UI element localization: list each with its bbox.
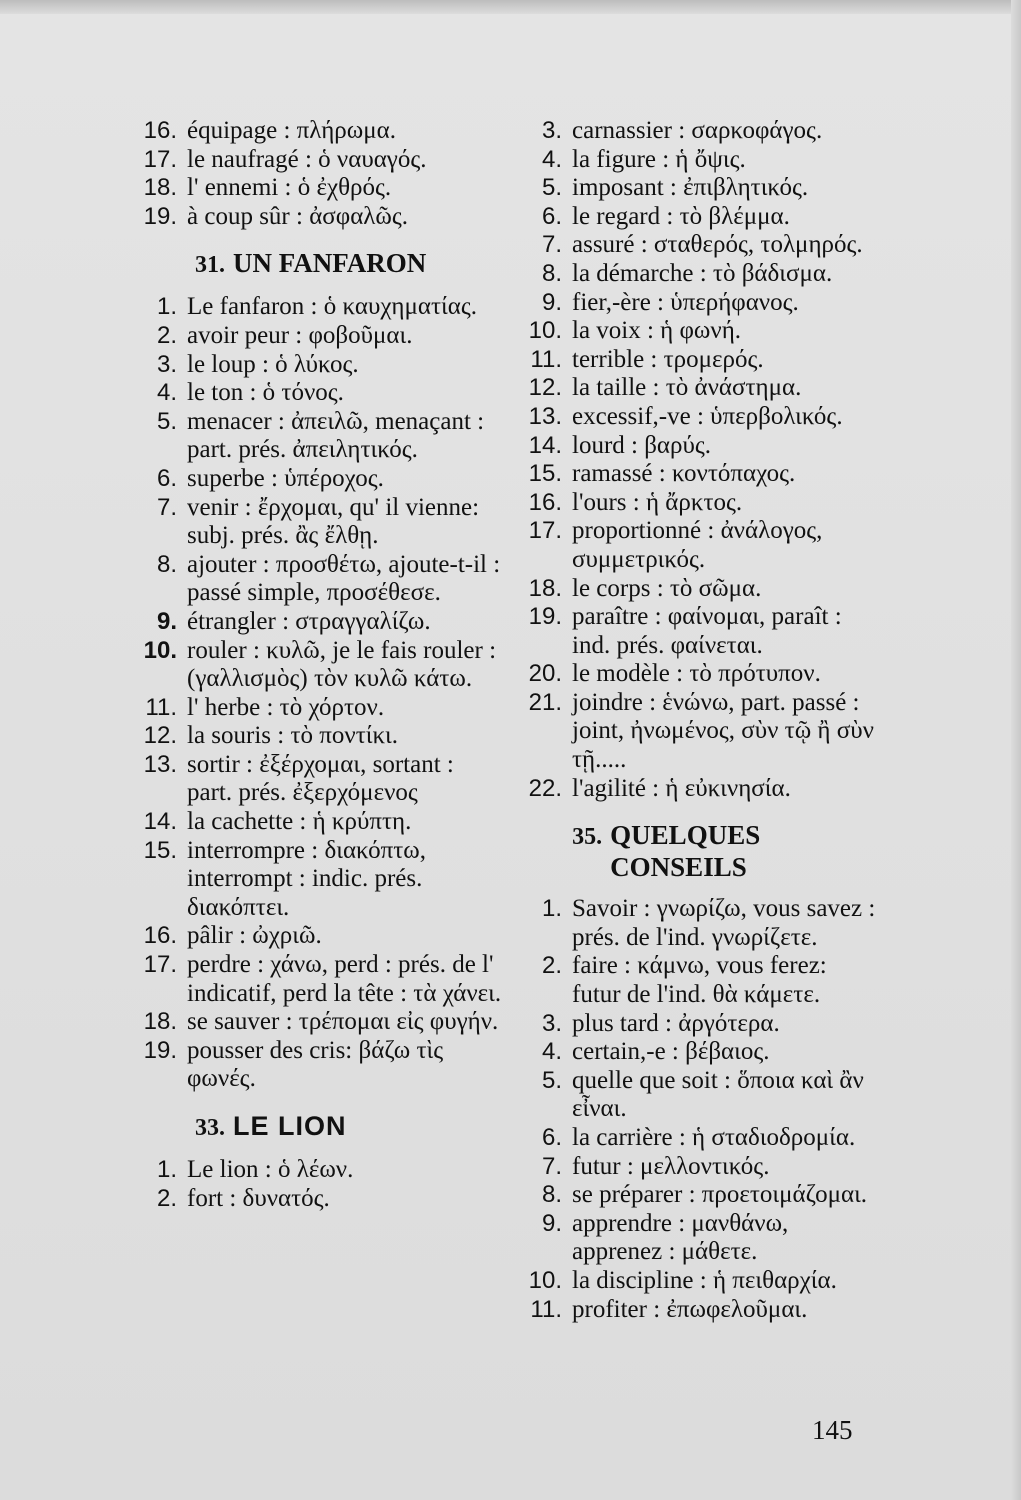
vocab-entry [135,465,503,494]
section-heading [135,247,503,281]
entry-number: 1. [156,293,177,321]
entry-text: la démarche : τὸ βάδισμα. [572,259,833,287]
vocab-entry [520,1067,878,1124]
entry-number: 15. [528,460,562,488]
entry-number: 2. [156,1184,177,1212]
entry-text: ramassé : κοντόπαχος. [572,460,796,488]
vocab-entry [520,460,878,489]
vocab-entry [520,1210,878,1267]
vocab-entry [135,722,503,751]
entry-text: fier,-ère : ὑπερήφανος. [572,288,799,316]
vocab-entry [135,146,503,175]
entry-text: la souris : τὸ ποντίκι. [187,722,399,750]
entry-text: étrangler : στραγγαλίζω. [187,607,431,635]
entry-text: se sauver : τρέπομαι εἰς φυγήν. [187,1008,499,1036]
vocab-entry [520,1296,878,1325]
section-number: 33. [195,1115,225,1141]
entry-text: sortir : ἐξέρχομαι, sortant : part. prés. ἐξερχόμενος [187,750,454,807]
entry-text: rouler : κυλῶ, je le fais rouler : (γαλλισμὸς) τὸν κυλῶ κάτω. [187,636,497,693]
entry-text: profiter : ἐπωφελοῦμαι. [572,1295,808,1323]
vocab-entry [520,1124,878,1153]
entry-number: 5. [541,1066,562,1094]
entry-text: venir : ἔρχομαι, qu' il vienne: subj. prés. ἂς ἔλθῃ. [187,493,480,550]
entry-number: 8. [541,1181,562,1209]
entry-number: 4. [156,379,177,407]
vocab-entry [135,837,503,923]
entry-text: avoir peur : φοβοῦμαι. [187,321,413,349]
vocab-entry [520,403,878,432]
vocab-entry [135,808,503,837]
vocab-entry [520,1181,878,1210]
entry-text: le corps : τὸ σῶμα. [572,574,762,602]
entry-number: 12. [143,722,177,750]
entry-number: 13. [143,750,177,778]
vocab-entry [520,660,878,689]
vocab-entry [520,260,878,289]
entry-number: 9. [541,1209,562,1237]
vocab-entry [135,951,503,1008]
vocab-entry [135,1037,503,1094]
vocab-entry [135,694,503,723]
entry-text: la carrière : ἡ σταδιοδρομία. [572,1124,856,1151]
entry-text: Le fanfaron : ὁ καυχηματίας. [187,293,478,321]
vocab-entry [520,203,878,232]
entry-number: 11. [530,1295,562,1323]
vocab-entry [135,408,503,465]
section-heading [135,1110,503,1144]
entry-text: paraître : φαίνομαι, paraît : ind. prés. φαίνεται. [572,603,842,659]
entry-number: 18. [143,174,177,202]
vocab-entry [135,551,503,608]
entry-number: 17. [143,145,177,173]
entry-number: 7. [156,493,177,521]
entry-number: 3. [156,350,177,378]
entry-text: terrible : τρομερός. [572,345,764,373]
entry-number: 14. [528,431,562,459]
entry-text: assuré : σταθερός, τολμηρός. [572,231,863,259]
entry-text: carnassier : σαρκοφάγος. [572,117,823,144]
entry-number: 3. [541,117,562,144]
entry-number: 11. [530,345,562,373]
vocab-entry [520,231,878,260]
entry-text: excessif,-ve : ὑπερβολικός. [572,402,843,430]
entry-number: 16. [143,117,177,144]
entry-number: 13. [528,402,562,430]
entry-number: 7. [541,231,562,259]
page-number: 145 [812,1415,853,1445]
entry-number: 10. [528,317,562,345]
entry-text: le naufragé : ὁ ναυαγός. [187,145,427,173]
entry-text: Savoir : γνωρίζω, vous savez : prés. de l'ind. γνωρίζετε. [572,895,876,951]
entry-number: 11. [145,693,177,721]
vocab-entry [135,351,503,380]
entry-number: 19. [143,1036,177,1064]
entry-number: 18. [143,1008,177,1036]
entry-number: 18. [528,574,562,602]
vocab-entry [520,174,878,203]
left-column [135,117,503,1213]
entry-text: plus tard : ἀργότερα. [572,1009,780,1037]
vocab-entry [520,952,878,1009]
entry-text: le ton : ὁ τόνος. [187,379,344,407]
entry-text: ajouter : προσθέτω, ajoute-t-il : passé simple, προσέθεσε. [187,550,501,607]
entry-text: imposant : ἐπιβλητικός. [572,174,809,202]
vocab-entry [520,775,878,804]
vocab-entry [520,117,878,146]
entry-text: certain,-e : βέβαιος. [572,1038,770,1066]
vocab-entry [520,432,878,461]
entry-text: quelle que soit : ὅποια καὶ ἂν εἶναι. [572,1066,864,1123]
section-number: 31. [195,252,225,279]
entry-number: 17. [528,517,562,545]
entry-text: la cachette : ἡ κρύπτη. [187,808,412,836]
entry-text: interrompre : διακόπτω, interrompt : indic. prés. διακόπτει. [187,836,426,921]
entry-number: 15. [143,836,177,864]
entry-number: 2. [541,952,562,980]
entry-number: 1. [156,1156,177,1183]
entry-number: 7. [541,1152,562,1180]
entry-number: 5. [541,174,562,202]
vocab-entry [135,608,503,637]
section-title: UN FANFARON [233,248,427,279]
vocab-entry [135,637,503,694]
vocab-entry [135,379,503,408]
section-number: 35. [572,824,603,851]
vocab-entry [520,146,878,175]
entry-text: la figure : ἡ ὄψις. [572,145,746,173]
vocab-entry [135,1008,503,1037]
entry-number: 9. [156,607,177,635]
section-heading [520,819,878,883]
right-column [520,117,878,1324]
entry-text: Le lion : ὁ λέων. [187,1156,354,1183]
vocab-entry [520,603,878,660]
vocab-entry [520,1153,878,1182]
page-top-edge [0,0,1021,14]
section-title: LE LION [233,1111,347,1141]
entry-text: pousser des cris: βάζω τὶς φωνές. [187,1036,444,1093]
vocab-entry [135,751,503,808]
entry-text: l' ennemi : ὁ ἐχθρός. [187,174,392,202]
entry-number: 6. [156,464,177,492]
entry-number: 3. [541,1009,562,1037]
vocab-entry [135,1185,503,1214]
vocab-entry [520,317,878,346]
vocab-entry [520,1267,878,1296]
entry-text: menacer : ἀπειλῶ, menaçant : part. prés. ἀπειλητικός. [187,407,485,464]
entry-text: futur : μελλοντικός. [572,1152,770,1180]
entry-number: 19. [528,603,562,631]
entry-text: faire : κάμνω, vous ferez: futur de l'ind. θὰ κάμετε. [572,952,827,1009]
entry-text: fort : δυνατός. [187,1184,330,1212]
vocab-entry [520,489,878,518]
entry-number: 6. [541,202,562,230]
entry-text: le loup : ὁ λύκος. [187,350,359,378]
section-title: QUELQUES CONSEILS [610,820,761,883]
entry-text: le modèle : τὸ πρότυπον. [572,660,821,688]
entry-number: 4. [541,1038,562,1066]
entry-number: 12. [528,374,562,402]
page-right-edge [1011,0,1021,1500]
vocab-entry [520,289,878,318]
entry-number: 16. [143,922,177,950]
entry-text: l'ours : ἡ ἄρκτος. [572,488,743,516]
vocab-entry [520,1010,878,1039]
entry-number: 4. [541,145,562,173]
entry-number: 14. [143,808,177,836]
vocab-entry [520,895,878,952]
vocab-entry [520,1038,878,1067]
vocab-entry [135,203,503,232]
entry-text: le regard : τὸ βλέμμα. [572,202,790,230]
entry-number: 10. [528,1266,562,1294]
entry-text: superbe : ὑπέροχος. [187,464,384,492]
vocab-entry [520,346,878,375]
entry-number: 8. [156,550,177,578]
entry-number: 6. [541,1124,562,1151]
entry-number: 1. [541,895,562,923]
entry-number: 20. [528,660,562,688]
entry-number: 17. [143,951,177,979]
vocab-entry [520,374,878,403]
vocab-entry [135,1156,503,1185]
entry-text: apprendre : μανθάνω, apprenez : μάθετε. [572,1209,789,1266]
entry-text: joindre : ἑνώνω, part. passé : joint, ἠνωμένος, σὺν τῷ ἢ σὺν τῇ..... [572,688,874,774]
vocab-entry [135,322,503,351]
entry-text: la taille : τὸ ἀνάστημα. [572,374,802,402]
entry-text: perdre : χάνω, perd : prés. de l' indicatif, perd la tête : τὰ χάνει. [187,951,502,1007]
entry-text: se préparer : προετοιμάζομαι. [572,1181,868,1209]
vocab-entry [135,293,503,322]
entry-text: proportionné : ἀνάλογος, συμμετρικός. [572,517,823,573]
vocab-entry [520,517,878,574]
vocab-entry [135,922,503,951]
entry-number: 22. [528,774,562,802]
entry-text: la discipline : ἡ πειθαρχία. [572,1266,837,1294]
vocab-entry [135,494,503,551]
entry-number: 8. [541,259,562,287]
entry-number: 5. [156,407,177,435]
vocab-entry [135,117,503,146]
entry-number: 10. [143,636,177,664]
vocab-entry [135,174,503,203]
vocab-entry [520,689,878,775]
vocab-entry [520,575,878,604]
entry-number: 9. [541,288,562,316]
entry-number: 16. [528,488,562,516]
entry-text: lourd : βαρύς. [572,431,712,459]
entry-text: l'agilité : ἡ εὐκινησία. [572,774,791,802]
entry-text: pâlir : ὠχριῶ. [187,922,322,950]
entry-number: 21. [528,688,562,716]
entry-text: à coup sûr : ἀσφαλῶς. [187,202,409,230]
entry-number: 2. [156,321,177,349]
entry-text: équipage : πλήρωμα. [187,117,396,144]
entry-number: 19. [143,202,177,230]
entry-text: la voix : ἡ φωνή. [572,317,742,345]
entry-text: l' herbe : τὸ χόρτον. [187,693,385,721]
